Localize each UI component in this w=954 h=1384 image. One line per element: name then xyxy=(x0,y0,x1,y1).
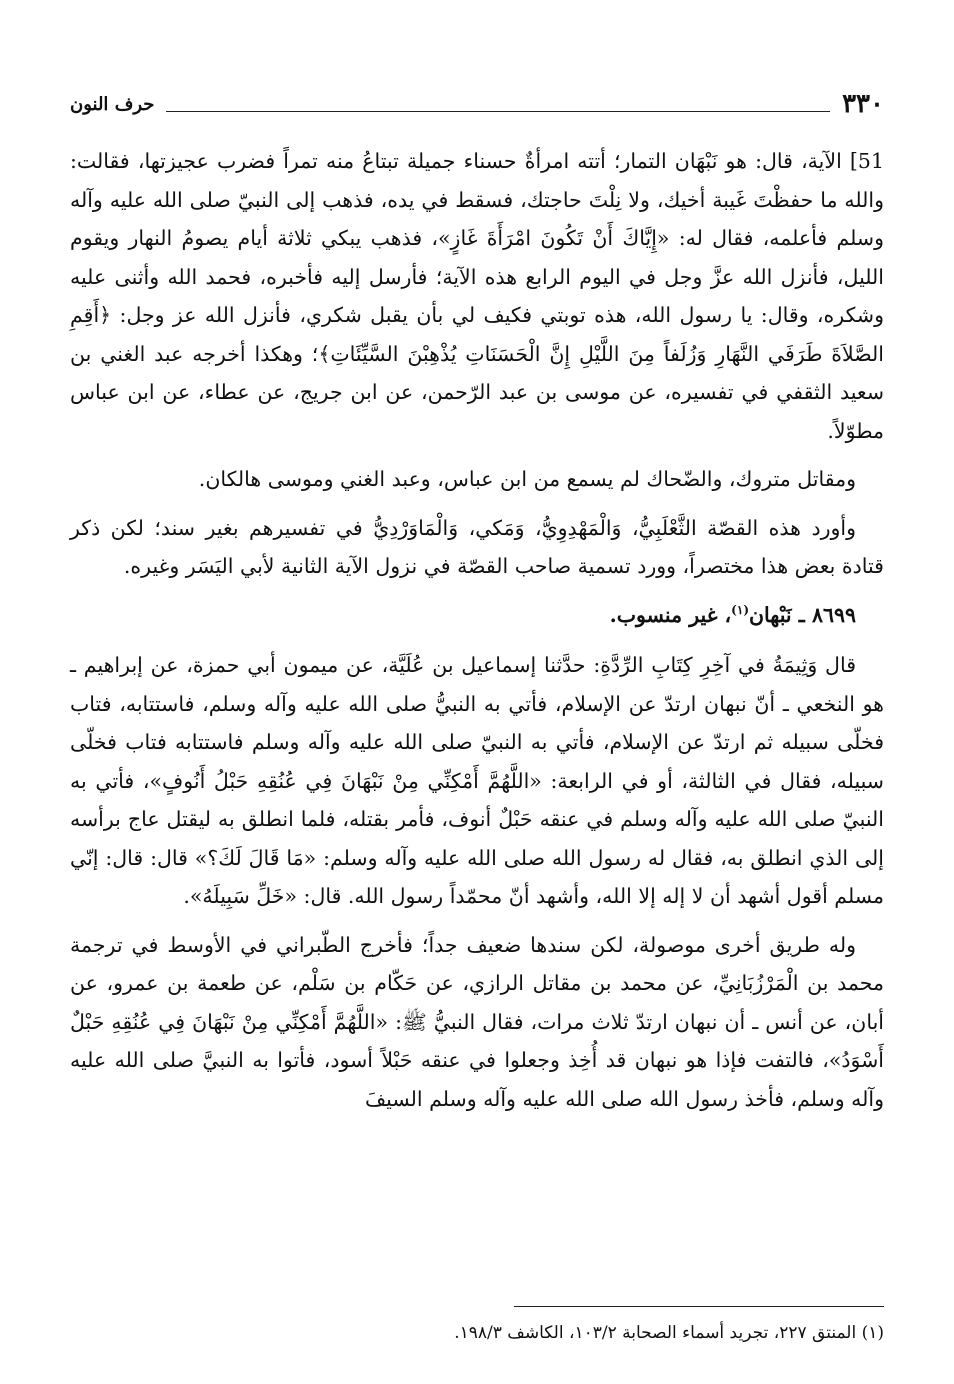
entry-name: نَبْهان xyxy=(749,602,792,627)
entry-rest: ، غير منسوب. xyxy=(609,602,732,627)
entry-heading xyxy=(70,596,884,635)
footnote-ref: (١) xyxy=(731,602,749,617)
footnote: (١) المنتق ٢٢٧، تجريد أسماء الصحابة ١٠٣/٢، الكاشف ١٩٨/٣. xyxy=(454,1323,884,1343)
paragraph-4: قال وَثِيمَةُ في آخِرِ كِتَابِ الرِّدَّةِ: حدَّثنا إسماعيل بن عُلَيَّة، عن ميمون أبي حمزة، عن إبراهيم ـ هو النخعي ـ أنّ نبهان ارتدّ عن الإسلام، فأتي به النبيُّ صلى الله عليه وآله وسلم، فاستتابه، فتاب فخلّى سبيله ثم ارتدّ عن الإسلام، فأتي به النبيّ صلى الله عليه وآله وسلم فاستتابه فتاب فخلّى سبيله، فقال في الثالثة، أو في الرابعة: «اللَّهُمَّ أَمْكِنِّي مِنْ نَبْهَانَ فِي عُنُقِهِ حَبْلُ أَنُوفٍ»، فأتي به النبيّ صلى الله عليه وآله وسلم في عنقه حَبْلٌ أنوف، فأمر بقتله، فلما انطلق به ليقتل عاج برأسه إلى الذي انطلق به، فقال له رسول الله صلى الله عليه وآله وسلم: «مَا قَالَ لَكَ؟» قال: قال: إنّي مسلم أقول أشهد أن لا إله إلا الله، وأشهد أنّ محمّداً رسول الله. قال: «خَلِّ سَبِيلَهُ». xyxy=(70,653,884,908)
footnote-rule xyxy=(514,1306,884,1307)
book-page xyxy=(70,0,884,1384)
page-body xyxy=(70,142,884,1128)
paragraph-3: وأورد هذه القصّة الثَّعْلَبِيُّ، وَالْمَهْدِوِيُّ، وَمَكي، وَالْمَاوَرْدِيُّ في تفسيرهم بغير سند؛ لكن ذكر قتادة بعض هذا مختصراً، وورد تسمية صاحب القصّة في نزول الآية الثانية لأبي اليَسَر وغيره. xyxy=(70,515,884,578)
page-header xyxy=(70,86,884,122)
paragraph-1: 51] الآية، قال: هو نَبْهَان التمار؛ أتته امرأةٌ حسناء جميلة تبتاعُ منه تمراً فضرب عجيزتها، فقالت: والله ما حفظْتَ غَيبة أخيك، ولا نِلْتَ حاجتك، فسقط في يده، فذهب إلى النبيّ صلى الله عليه وآله وسلم فأعلمه، فقال له: «إِيَّاكَ أَنْ تَكُونَ امْرَأَةَ غَازٍ»، فذهب يبكي ثلاثة أيام يصومُ النهار ويقوم الليل، فأنزل الله عزَّ وجل في اليوم الرابع هذه الآية؛ فأرسل إليه فأخبره، فحمد الله وأثنى عليه وشكره، وقال: يا رسول الله، هذه توبتي فكيف لي بأن يقبل شكري، فأنزل الله عز وجل: ﴿أَقِمِ الصَّلاَةَ طَرَفَي النَّهَارِ وَزُلَفاً مِنَ اللَّيْلِ إِنَّ الْحَسَنَاتِ يُذْهِبْنَ السَّيِّئَاتِ﴾؛ وهكذا أخرجه عبد الغني بن سعيد الثقفي في تفسيره، عن موسى بن عبد الرّحمن، عن ابن جريج، عن عطاء، عن ابن عباس مطوّلاً. xyxy=(70,149,884,443)
paragraph-5: وله طريق أخرى موصولة، لكن سندها ضعيف جداً؛ فأخرج الطّبراني في الأوسط في ترجمة محمد بن الْمَرْزُبَانِيِّ، عن محمد بن مقاتل الرازي، عن حَكّام بن سَلْم، عن طعمة بن عمرو، عن أبان، عن أنس ـ أن نبهان ارتدّ ثلاث مرات، فقال النبيُّ ﷺ: «اللَّهُمَّ أَمْكِنِّي مِنْ نَبْهَانَ فِي عُنُقِهِ حَبْلٌ أَسْوَدُ»، فالتفت فإذا هو نبهان قد أُخِذ وجعلوا في عنقه حَبْلاً أسود، فأتوا به النبيَّ صلى الله عليه وآله وسلم، فأخذ رسول الله صلى الله عليه وآله وسلم السيفَ xyxy=(70,932,884,1111)
paragraph-2: ومقاتل متروك، والضّحاك لم يسمع من ابن عباس، وعبد الغني وموسى هالكان. xyxy=(198,467,856,491)
entry-dash: ـ xyxy=(791,602,805,627)
page-number: ٣٣٠ xyxy=(842,89,884,119)
running-title: حرف النون xyxy=(70,93,155,115)
header-rule xyxy=(166,111,830,112)
entry-number: ٨٦٩٩ xyxy=(811,602,856,627)
